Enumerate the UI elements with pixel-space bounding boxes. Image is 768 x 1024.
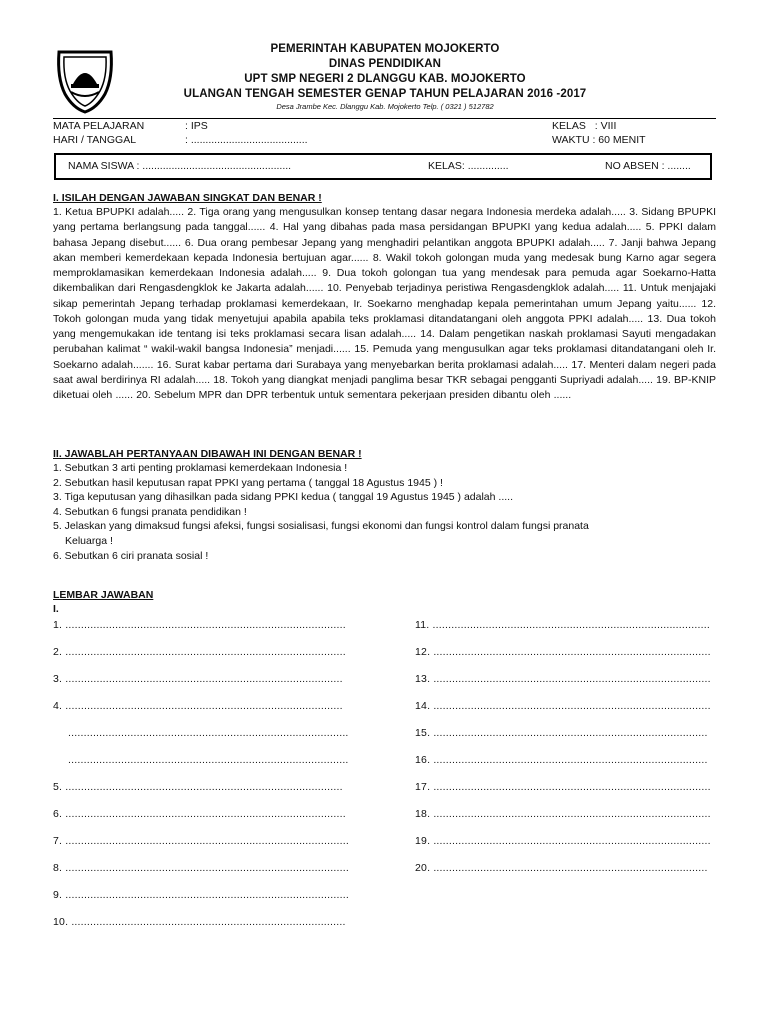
answer-line-4: 4. ......................................................................................... bbox=[53, 700, 343, 712]
answer-line-12: 12. ......................................................................................... bbox=[415, 646, 711, 658]
date-value: : ........................................ bbox=[185, 134, 308, 146]
essay-question-2: 2. Sebutkan hasil keputusan rapat PPKI yang pertama ( tanggal 18 Agustus 1945 ) ! bbox=[53, 476, 443, 489]
answer-line-11: 11. ......................................................................................... bbox=[415, 619, 710, 631]
answer-line-19: 19. ......................................................................................... bbox=[415, 835, 711, 847]
letterhead bbox=[120, 42, 650, 112]
answer-line-3: 3. ......................................................................................... bbox=[53, 673, 343, 685]
answer-sheet-title: LEMBAR JAWABAN bbox=[53, 589, 154, 601]
answer-line-16: 16. ........................................................................................ bbox=[415, 754, 708, 766]
time-value: : 60 MENIT bbox=[592, 134, 646, 146]
office-name: DINAS PENDIDIKAN bbox=[328, 58, 442, 70]
time-label: WAKTU bbox=[552, 134, 590, 146]
exam-title: ULANGAN TENGAH SEMESTER GENAP TAHUN PELAJARAN 2016 -2017 bbox=[183, 88, 587, 100]
answer-line-1: 1. .......................................................................................... bbox=[53, 619, 346, 631]
answer-sheet-part-label: I. bbox=[53, 603, 59, 615]
section-1-questions: 1. Ketua BPUPKI adalah..... 2. Tiga orang yang mengusulkan konsep tentang dasar negara Indonesia merdeka adalah..... 3. Sidang BPUPKI yang pertama berlangsung pada tanggal...... 4. Hal yang dibahas pada masa persidangan BPUPKI yang kedua adalah..... 5. PPKI dalam bahasa Jepang disebut...... 6. Dua orang pembesar Jepang yang menghadiri pelantikan anggota BPUPKI adalah..... 7. Janji bahwa Jepang akan memberi kemerdekaan kepada Indonesia bertujuan agar...... 8. Wakil tokoh golongan muda yang medesak bung Karno agar segera memproklamasikan kemerdekaan Indonesia adalah..... 9. Dua tokoh golongan tua yang mendesak para pemuda agar Soekarno-Hatta dikembalikan dari Rengasdengklok ke Jakarta adalah...... 10. Penyebab terjadinya peristiwa Rengasdengklok adalah..... 11. Untuk menjajaki sikap pemerintah Jepang terhadap proklamasi kemerdekaan, Ir. Soekarno menghadap kepala pemerintahan umum Jepang yaitu...... 12. Tokoh golongan muda yang tidak menyetujui apabila apabila teks proklamasi ditandatangani oleh anggota PPKI adalah..... 13. Dua tokoh yang mengemukakan ide tentang isi teks proklamasi secara lisan adalah..... 14. Dalam pengetikan naskah proklamasi Sayuti mengadakan perubahan kalimat “ wakil-wakil bangsa Indonesia” menjadi...... 15. Pemuda yang mengusulkan agar teks proklamasi ditandatangani oleh Ir. Soekarno adalah....... 16. Surat kabar pertama dari Surabaya yang menyebarkan berita proklamasi adalah..... 17. Menteri dalam negeri pada saat awal berdirinya RI adalah..... 18. Tokoh yang diangkat menjadi panglima besar TKR sebagai pengganti Supriyadi adalah..... 19. BP-KNIP diketuai oleh ...... 20. Sebelum MPR dan DPR terbentuk untuk sementara pekerjaan presiden dibantu oleh ...... bbox=[53, 206, 716, 401]
essay-question-1: 1. Sebutkan 3 arti penting proklamasi kemerdekaan Indonesia ! bbox=[53, 462, 348, 474]
student-class-field: KELAS: .............. bbox=[428, 160, 509, 172]
student-number-field: NO ABSEN : ........ bbox=[605, 160, 691, 172]
school-address: Desa Jrambe Kec. Dlanggu Kab. Mojokerto Telp. ( 0321 ) 512782 bbox=[276, 102, 494, 111]
section-2-title: II. JAWABLAH PERTANYAAN DIBAWAH INI DENGAN BENAR ! bbox=[53, 448, 362, 460]
answer-line-5: 5. ......................................................................................... bbox=[53, 781, 343, 793]
class-value: : VIII bbox=[594, 120, 617, 132]
essay-question-3: 3. Tiga keputusan yang dihasilkan pada sidang PPKI kedua ( tanggal 19 Agustus 1945 ) adalah ..... bbox=[53, 491, 513, 504]
essay-question-5: 5. Jelaskan yang dimaksud fungsi afeksi, fungsi sosialisasi, fungsi ekonomi dan fungsi kontrol dalam fungsi pranata bbox=[53, 520, 589, 533]
section-1-title: I. ISILAH DENGAN JAWABAN SINGKAT DAN BENAR ! bbox=[53, 192, 322, 204]
essay-question-5-continued: Keluarga ! bbox=[65, 534, 113, 547]
student-identity-box bbox=[54, 153, 712, 180]
answer-line-8: 8. ........................................................................................... bbox=[53, 862, 349, 874]
date-label: HARI / TANGGAL bbox=[53, 134, 137, 146]
answer-line-4-extra-2: .......................................................................................... bbox=[68, 754, 349, 766]
regency-emblem-icon bbox=[53, 48, 117, 114]
answer-line-7: 7. ........................................................................................... bbox=[53, 835, 349, 847]
school-name: UPT SMP NEGERI 2 DLANGGU KAB. MOJOKERTO bbox=[244, 73, 526, 85]
essay-question-4: 4. Sebutkan 6 fungsi pranata pendidikan ! bbox=[53, 505, 247, 518]
answer-line-6: 6. .......................................................................................... bbox=[53, 808, 346, 820]
answer-line-4-extra-1: .......................................................................................... bbox=[68, 727, 349, 739]
time-row bbox=[552, 133, 646, 147]
subject-row bbox=[53, 119, 208, 133]
class-label: KELAS bbox=[552, 120, 586, 132]
answer-line-14: 14. ......................................................................................... bbox=[415, 700, 711, 712]
subject-value: : IPS bbox=[185, 120, 208, 132]
student-name-field: NAMA SISWA : ................................................... bbox=[68, 160, 292, 172]
essay-question-6: 6. Sebutkan 6 ciri pranata sosial ! bbox=[53, 549, 209, 562]
date-row bbox=[53, 133, 308, 147]
subject-label: MATA PELAJARAN bbox=[53, 120, 145, 132]
answer-line-15: 15. ........................................................................................ bbox=[415, 727, 708, 739]
answer-line-10: 10. ........................................................................................ bbox=[53, 916, 346, 928]
class-row bbox=[552, 119, 616, 133]
section-2-questions bbox=[53, 461, 716, 563]
answer-line-2: 2. .......................................................................................... bbox=[53, 646, 346, 658]
answer-line-13: 13. ......................................................................................... bbox=[415, 673, 711, 685]
government-name: PEMERINTAH KABUPATEN MOJOKERTO bbox=[270, 43, 500, 55]
answer-line-18: 18. ......................................................................................... bbox=[415, 808, 711, 820]
answer-line-17: 17. ......................................................................................... bbox=[415, 781, 711, 793]
answer-line-9: 9. ........................................................................................... bbox=[53, 889, 349, 901]
answer-line-20: 20. ........................................................................................ bbox=[415, 862, 708, 874]
